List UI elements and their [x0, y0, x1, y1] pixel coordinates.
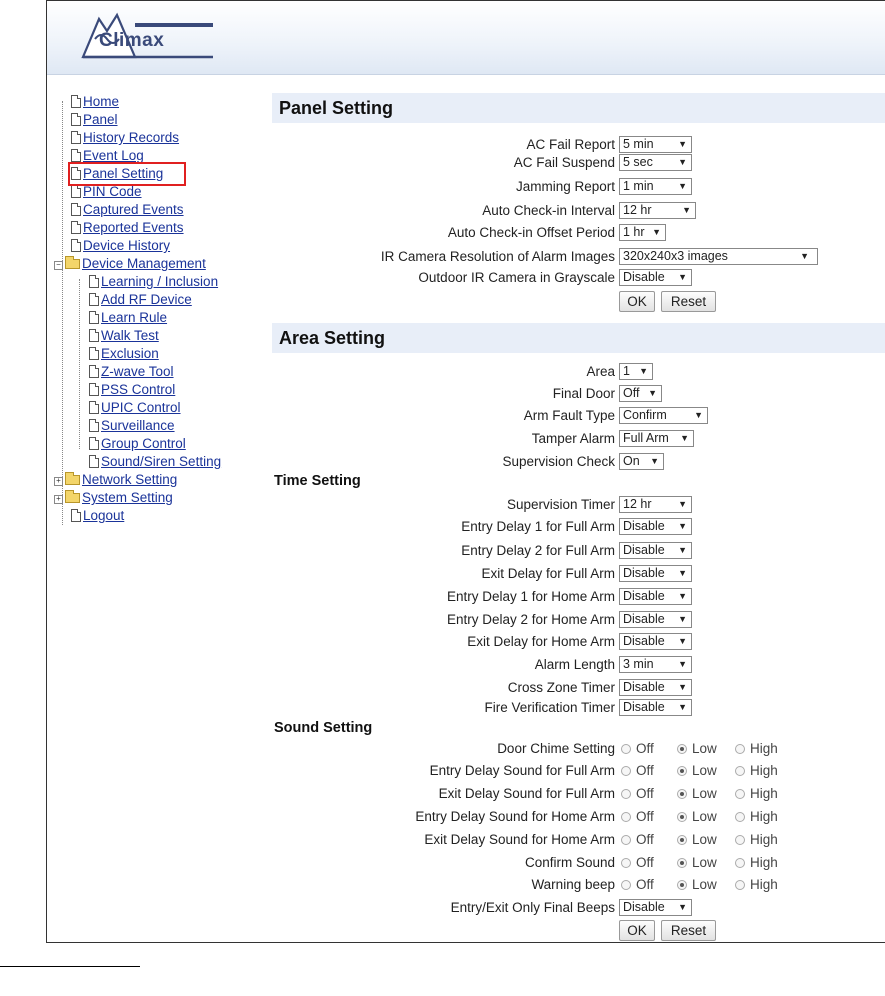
select-value: Off	[623, 386, 640, 400]
alarm-length-row	[271, 656, 885, 674]
exit-delay-home-select[interactable]	[619, 633, 692, 650]
reported-events-link[interactable]: Reported Events	[83, 220, 184, 235]
folder-open-icon	[65, 259, 80, 269]
radio-label: High	[750, 809, 778, 824]
radio-button[interactable]	[621, 812, 631, 822]
entry-delay1-home-row	[271, 588, 885, 606]
radio-button[interactable]	[735, 835, 745, 845]
area-row	[271, 363, 885, 381]
radio-label: Off	[636, 786, 654, 801]
folder-icon	[65, 493, 80, 503]
cross-zone-timer-row	[271, 679, 885, 697]
page-icon	[71, 239, 81, 252]
radio-label: High	[750, 832, 778, 847]
field-label: Entry Delay 2 for Full Arm	[461, 543, 615, 558]
radio-button[interactable]	[735, 789, 745, 799]
field-label: AC Fail Report	[526, 137, 615, 152]
field-label: AC Fail Suspend	[513, 155, 615, 170]
radio-option-off[interactable]	[621, 854, 654, 872]
arm-fault-type-select[interactable]	[619, 407, 708, 424]
radio-label: Off	[636, 763, 654, 778]
radio-button[interactable]	[735, 744, 745, 754]
fire-verification-timer-row	[271, 699, 885, 717]
expand-icon[interactable]: +	[54, 477, 63, 486]
field-label: Exit Delay Sound for Full Arm	[438, 786, 615, 801]
field-label: Exit Delay for Home Arm	[467, 634, 615, 649]
sidebar-item-group-control[interactable]	[89, 435, 186, 453]
time-setting-heading: Time Setting	[274, 473, 361, 489]
field-label: Fire Verification Timer	[484, 700, 615, 715]
radio-label: Low	[692, 809, 717, 824]
final-beeps-row	[271, 899, 885, 917]
outdoor-ir-grayscale-select[interactable]	[619, 269, 692, 286]
field-label: Entry Delay 2 for Home Arm	[446, 612, 615, 627]
field-label: Outdoor IR Camera in Grayscale	[418, 270, 615, 285]
app-frame	[46, 0, 885, 943]
jamming-report-row	[271, 178, 885, 196]
radio-option-off[interactable]	[621, 785, 654, 803]
radio-option-high[interactable]	[735, 785, 778, 803]
final-beeps-select[interactable]	[619, 899, 692, 916]
exit-delay-home-row	[271, 633, 885, 651]
home-link[interactable]: Home	[83, 94, 120, 109]
dropdown-arrow-icon: ▼	[678, 157, 687, 167]
radio-label: Off	[636, 809, 654, 824]
sidebar-item-system-setting[interactable]	[54, 489, 173, 507]
field-label: Arm Fault Type	[523, 408, 615, 423]
panel-setting-heading: Panel Setting	[272, 93, 885, 123]
entry-delay2-full-select[interactable]	[619, 542, 692, 559]
dropdown-arrow-icon: ▼	[682, 205, 691, 215]
area-setting-heading: Area Setting	[272, 323, 885, 353]
footnote-separator	[0, 966, 140, 967]
field-label: Door Chime Setting	[497, 741, 615, 756]
supervision-check-row	[271, 453, 885, 471]
dropdown-arrow-icon: ▼	[800, 251, 809, 261]
cross-zone-timer-select[interactable]	[619, 679, 692, 696]
dropdown-arrow-icon: ▼	[680, 433, 689, 443]
upic-control-link[interactable]: UPIC Control	[101, 400, 181, 415]
select-value: Disable	[623, 612, 665, 626]
select-value: 1 hr	[623, 225, 645, 239]
field-label: Supervision Timer	[506, 497, 615, 512]
header-bar	[47, 1, 885, 75]
field-label: Entry Delay Sound for Home Arm	[415, 809, 615, 824]
page-icon	[71, 203, 81, 216]
dropdown-arrow-icon: ▼	[678, 591, 687, 601]
sidebar-item-history-records[interactable]	[71, 129, 179, 147]
select-value: Disable	[623, 700, 665, 714]
select-value: Disable	[623, 900, 665, 914]
supervision-check-select[interactable]	[619, 453, 664, 470]
radio-option-high[interactable]	[735, 854, 778, 872]
field-label: IR Camera Resolution of Alarm Images	[380, 249, 615, 264]
sidebar-item-captured-events[interactable]	[71, 201, 184, 219]
radio-option-low[interactable]	[677, 854, 717, 872]
page-icon	[89, 275, 99, 288]
learning-inclusion-link[interactable]: Learning / Inclusion	[101, 274, 219, 289]
page-icon	[71, 149, 81, 162]
page-icon	[71, 131, 81, 144]
field-label: Supervision Check	[502, 454, 615, 469]
pss-control-link[interactable]: PSS Control	[101, 382, 176, 397]
select-value: Disable	[623, 634, 665, 648]
radio-label: Low	[692, 832, 717, 847]
radio-button[interactable]	[735, 880, 745, 890]
ir-camera-resolution-select[interactable]	[619, 248, 818, 265]
page-icon	[71, 509, 81, 522]
page-icon	[71, 95, 81, 108]
dropdown-arrow-icon: ▼	[678, 614, 687, 624]
select-value: On	[623, 454, 640, 468]
select-value: 12 hr	[623, 203, 652, 217]
entry-delay1-full-select[interactable]	[619, 518, 692, 535]
page-icon	[89, 455, 99, 468]
page-icon	[89, 401, 99, 414]
sound-row	[271, 876, 885, 894]
radio-button[interactable]	[621, 744, 631, 754]
exclusion-link[interactable]: Exclusion	[101, 346, 159, 361]
expand-icon[interactable]: +	[54, 495, 63, 504]
dropdown-arrow-icon: ▼	[639, 366, 648, 376]
radio-button[interactable]	[677, 858, 687, 868]
tamper-alarm-select[interactable]	[619, 430, 694, 447]
radio-button[interactable]	[621, 858, 631, 868]
page-icon	[89, 419, 99, 432]
tamper-alarm-row	[271, 430, 885, 448]
select-value: 3 min	[623, 657, 654, 671]
fire-verification-timer-select[interactable]	[619, 699, 692, 716]
field-label: Auto Check-in Interval	[482, 203, 615, 218]
radio-option-low[interactable]	[677, 785, 717, 803]
captured-events-link[interactable]: Captured Events	[83, 202, 184, 217]
dropdown-arrow-icon: ▼	[650, 456, 659, 466]
sound-row	[271, 854, 885, 872]
sound-reset-button[interactable]: Reset	[661, 920, 716, 941]
radio-label: High	[750, 855, 778, 870]
page-icon	[89, 347, 99, 360]
select-value: Full Arm	[623, 431, 669, 445]
radio-option-high[interactable]	[735, 808, 778, 826]
sidebar-item-learning-inclusion[interactable]	[89, 273, 218, 291]
radio-option-low[interactable]	[677, 831, 717, 849]
sidebar-item-learn-rule[interactable]	[89, 309, 167, 327]
sidebar-item-panel[interactable]	[71, 111, 118, 129]
field-label: Alarm Length	[534, 657, 615, 672]
sound-row	[271, 831, 885, 849]
select-value: Disable	[623, 519, 665, 533]
radio-button[interactable]	[735, 812, 745, 822]
sidebar-item-sound-siren-setting[interactable]	[89, 453, 221, 471]
radio-button[interactable]	[621, 789, 631, 799]
ac-fail-suspend-select[interactable]	[619, 154, 692, 171]
auto-checkin-offset-row	[271, 224, 885, 242]
radio-label: High	[750, 786, 778, 801]
sidebar-item-exclusion[interactable]	[89, 345, 159, 363]
panel-ok-button[interactable]: OK	[619, 291, 655, 312]
radio-option-high[interactable]	[735, 740, 778, 758]
network-setting-link[interactable]: Network Setting	[82, 472, 178, 487]
field-label: Exit Delay Sound for Home Arm	[424, 832, 615, 847]
device-history-link[interactable]: Device History	[83, 238, 171, 253]
radio-option-low[interactable]	[677, 876, 717, 894]
entry-delay1-full-row	[271, 518, 885, 536]
dropdown-arrow-icon: ▼	[678, 139, 687, 149]
field-label: Auto Check-in Offset Period	[447, 225, 615, 240]
select-value: 1 min	[623, 179, 654, 193]
radio-label: Low	[692, 741, 717, 756]
sound-row	[271, 808, 885, 826]
sidebar-item-network-setting[interactable]	[54, 471, 177, 489]
select-value: Disable	[623, 543, 665, 557]
sidebar-item-upic-control[interactable]	[89, 399, 181, 417]
radio-option-low[interactable]	[677, 740, 717, 758]
field-label: Entry Delay 1 for Home Arm	[446, 589, 615, 604]
radio-label: High	[750, 741, 778, 756]
sound-setting-heading: Sound Setting	[274, 720, 373, 736]
dropdown-arrow-icon: ▼	[678, 902, 687, 912]
tree-connector-sub	[79, 279, 80, 449]
entry-delay2-home-select[interactable]	[619, 611, 692, 628]
field-label: Final Door	[552, 386, 615, 401]
sound-row	[271, 762, 885, 780]
sidebar-item-reported-events[interactable]	[71, 219, 184, 237]
auto-checkin-interval-select[interactable]	[619, 202, 696, 219]
alarm-length-select[interactable]	[619, 656, 692, 673]
final-door-row	[271, 385, 885, 403]
supervision-timer-row	[271, 496, 885, 514]
final-door-select[interactable]	[619, 385, 662, 402]
device-management-link[interactable]: Device Management	[82, 256, 206, 271]
dropdown-arrow-icon: ▼	[678, 545, 687, 555]
walk-test-link[interactable]: Walk Test	[101, 328, 159, 343]
panel-reset-button[interactable]: Reset	[661, 291, 716, 312]
logout-link[interactable]: Logout	[83, 508, 125, 523]
radio-option-high[interactable]	[735, 831, 778, 849]
arm-fault-type-row	[271, 407, 885, 425]
radio-option-off[interactable]	[621, 808, 654, 826]
panel-setting-highlight-box	[68, 162, 186, 186]
page-icon	[89, 383, 99, 396]
ac-fail-suspend-row	[271, 154, 885, 172]
entry-delay2-full-row	[271, 542, 885, 560]
page-icon	[71, 113, 81, 126]
dropdown-arrow-icon: ▼	[678, 181, 687, 191]
radio-button[interactable]	[677, 835, 687, 845]
outdoor-ir-grayscale-row	[271, 269, 885, 287]
ac-fail-report-row	[271, 136, 885, 154]
select-value: Confirm	[623, 408, 667, 422]
radio-option-high[interactable]	[735, 876, 778, 894]
ir-camera-resolution-row	[271, 248, 885, 266]
field-label: Exit Delay for Full Arm	[481, 566, 615, 581]
dropdown-arrow-icon: ▼	[678, 272, 687, 282]
page-icon	[89, 311, 99, 324]
folder-icon	[65, 475, 80, 485]
page-icon	[89, 293, 99, 306]
radio-label: Low	[692, 877, 717, 892]
sidebar-item-home[interactable]	[71, 93, 119, 111]
collapse-icon[interactable]: −	[54, 261, 63, 270]
area-select[interactable]	[619, 363, 653, 380]
radio-label: Off	[636, 855, 654, 870]
field-label: Cross Zone Timer	[507, 680, 615, 695]
select-value: Disable	[623, 270, 665, 284]
radio-label: Low	[692, 855, 717, 870]
field-label: Warning beep	[531, 877, 615, 892]
event-log-link[interactable]: Event Log	[83, 148, 144, 163]
radio-label: Off	[636, 832, 654, 847]
dropdown-arrow-icon: ▼	[678, 499, 687, 509]
radio-label: Off	[636, 741, 654, 756]
select-value: 5 sec	[623, 155, 653, 169]
dropdown-arrow-icon: ▼	[652, 227, 661, 237]
jamming-report-select[interactable]	[619, 178, 692, 195]
field-label: Entry Delay 1 for Full Arm	[461, 519, 615, 534]
sound-row	[271, 740, 885, 758]
radio-option-off[interactable]	[621, 831, 654, 849]
page-icon	[89, 329, 99, 342]
sidebar-item-z-wave-tool[interactable]	[89, 363, 174, 381]
select-value: 320x240x3 images	[623, 249, 728, 263]
page-icon	[71, 185, 81, 198]
auto-checkin-offset-select[interactable]	[619, 224, 666, 241]
select-value: 12 hr	[623, 497, 652, 511]
sound-siren-setting-link[interactable]: Sound/Siren Setting	[101, 454, 222, 469]
sidebar-item-device-history[interactable]	[71, 237, 170, 255]
radio-button[interactable]	[735, 858, 745, 868]
radio-button[interactable]	[677, 766, 687, 776]
dropdown-arrow-icon: ▼	[678, 659, 687, 669]
dropdown-arrow-icon: ▼	[694, 410, 703, 420]
radio-button[interactable]	[621, 835, 631, 845]
radio-option-off[interactable]	[621, 740, 654, 758]
entry-delay1-home-select[interactable]	[619, 588, 692, 605]
sidebar-item-pss-control[interactable]	[89, 381, 175, 399]
sidebar-item-surveillance[interactable]	[89, 417, 175, 435]
radio-option-off[interactable]	[621, 876, 654, 894]
dropdown-arrow-icon: ▼	[678, 636, 687, 646]
auto-checkin-interval-row	[271, 202, 885, 220]
radio-option-low[interactable]	[677, 762, 717, 780]
radio-button[interactable]	[735, 766, 745, 776]
sidebar-item-logout[interactable]	[71, 507, 124, 525]
field-label: Entry/Exit Only Final Beeps	[450, 900, 615, 915]
radio-label: High	[750, 877, 778, 892]
radio-label: Off	[636, 877, 654, 892]
sidebar-item-device-management[interactable]	[54, 255, 206, 273]
group-control-link[interactable]: Group Control	[101, 436, 186, 451]
radio-button[interactable]	[677, 880, 687, 890]
page-icon	[71, 221, 81, 234]
add-rf-device-link[interactable]: Add RF Device	[101, 292, 192, 307]
field-label: Area	[586, 364, 615, 379]
radio-label: Low	[692, 763, 717, 778]
dropdown-arrow-icon: ▼	[678, 568, 687, 578]
select-value: 1	[623, 364, 630, 378]
field-label: Confirm Sound	[524, 855, 615, 870]
dropdown-arrow-icon: ▼	[648, 388, 657, 398]
panel-setting-link[interactable]: Panel Setting	[83, 166, 164, 181]
radio-button[interactable]	[677, 812, 687, 822]
field-label: Jamming Report	[515, 179, 615, 194]
radio-option-off[interactable]	[621, 762, 654, 780]
sound-row	[271, 785, 885, 803]
exit-delay-full-row	[271, 565, 885, 583]
field-label: Entry Delay Sound for Full Arm	[429, 763, 615, 778]
radio-label: High	[750, 763, 778, 778]
panel-link[interactable]: Panel	[83, 112, 118, 127]
select-value: Disable	[623, 589, 665, 603]
radio-button[interactable]	[677, 744, 687, 754]
radio-label: Low	[692, 786, 717, 801]
radio-button[interactable]	[677, 789, 687, 799]
sidebar-item-walk-test[interactable]	[89, 327, 159, 345]
select-value: Disable	[623, 680, 665, 694]
dropdown-arrow-icon: ▼	[678, 521, 687, 531]
radio-button[interactable]	[621, 880, 631, 890]
z-wave-tool-link[interactable]: Z-wave Tool	[101, 364, 174, 379]
supervision-timer-select[interactable]	[619, 496, 692, 513]
page-icon	[89, 437, 99, 450]
sidebar-item-add-rf-device[interactable]	[89, 291, 192, 309]
radio-option-high[interactable]	[735, 762, 778, 780]
radio-button[interactable]	[621, 766, 631, 776]
ac-fail-report-select[interactable]	[619, 136, 692, 153]
select-value: 5 min	[623, 137, 654, 151]
dropdown-arrow-icon: ▼	[678, 702, 687, 712]
pin-code-link[interactable]: PIN Code	[83, 184, 142, 199]
sound-ok-button[interactable]: OK	[619, 920, 655, 941]
learn-rule-link[interactable]: Learn Rule	[101, 310, 168, 325]
tree-connector	[62, 101, 63, 525]
select-value: Disable	[623, 566, 665, 580]
exit-delay-full-select[interactable]	[619, 565, 692, 582]
field-label: Tamper Alarm	[531, 431, 615, 446]
dropdown-arrow-icon: ▼	[678, 682, 687, 692]
entry-delay2-home-row	[271, 611, 885, 629]
surveillance-link[interactable]: Surveillance	[101, 418, 175, 433]
brand-name: Climax	[99, 30, 165, 51]
radio-option-low[interactable]	[677, 808, 717, 826]
page-icon	[89, 365, 99, 378]
system-setting-link[interactable]: System Setting	[82, 490, 173, 505]
history-records-link[interactable]: History Records	[83, 130, 180, 145]
